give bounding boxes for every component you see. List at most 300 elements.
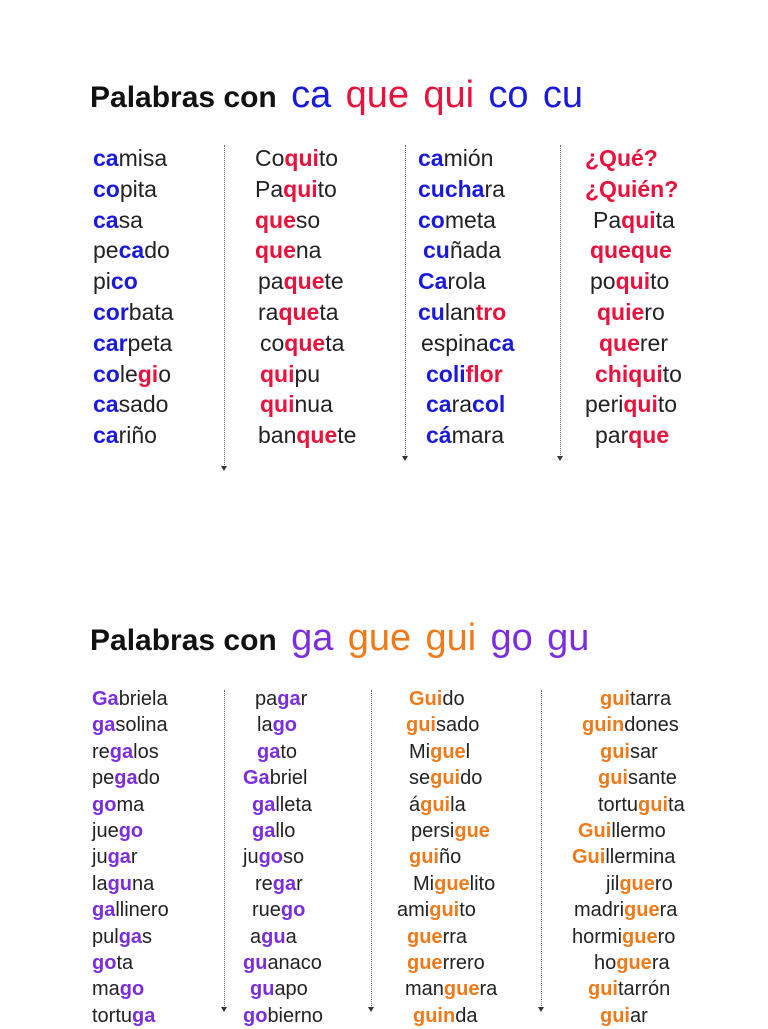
word-item: [255, 235, 356, 266]
plain-segment: ju: [243, 846, 259, 869]
word-item: [93, 235, 174, 266]
plain-segment: ma: [92, 978, 120, 1001]
highlighted-syllable: que: [255, 206, 296, 233]
plain-segment: ta: [325, 329, 345, 356]
plain-segment: jue: [92, 819, 119, 842]
plain-segment: lito: [469, 872, 496, 895]
word-item: [585, 297, 682, 328]
highlighted-syllable: gui: [600, 740, 630, 763]
plain-segment: na: [295, 237, 322, 264]
word-item: [243, 976, 323, 1002]
plain-segment: madri: [574, 899, 625, 922]
word-item: [572, 739, 685, 765]
section2-syllable-gue: gue: [347, 617, 412, 659]
word-item: [397, 844, 497, 870]
highlighted-syllable: go: [119, 978, 145, 1001]
highlighted-syllable: gue: [454, 819, 490, 842]
word-item: [243, 712, 323, 738]
plain-segment: sado: [436, 714, 480, 737]
plain-segment: nua: [294, 391, 333, 418]
plain-segment: ñada: [449, 237, 502, 264]
word-item: [585, 235, 682, 266]
word-item: [92, 976, 169, 1002]
plain-segment: o: [158, 360, 171, 387]
word-item: [572, 765, 685, 791]
word-item: [585, 205, 682, 236]
plain-segment: pita: [119, 175, 157, 202]
word-item: [93, 328, 174, 359]
highlighted-syllable: ga: [114, 767, 138, 790]
section1-syllable-que: que: [345, 74, 409, 116]
plain-segment: ro: [657, 925, 676, 948]
word-item: [255, 266, 356, 297]
plain-segment: Pa: [255, 175, 284, 202]
word-item: [418, 297, 514, 328]
plain-segment: mión: [443, 145, 494, 171]
highlighted-syllable: gu: [250, 978, 275, 1001]
plain-segment: te: [337, 422, 357, 449]
plain-segment: ta: [668, 793, 685, 816]
plain-segment: to: [459, 899, 476, 922]
plain-segment: bierno: [267, 1004, 324, 1027]
highlighted-syllable: flor: [465, 360, 503, 387]
word-item: [397, 792, 497, 818]
highlighted-syllable: go: [280, 899, 306, 922]
word-item: [92, 818, 169, 844]
plain-segment: la: [450, 793, 466, 816]
highlighted-syllable: ca: [93, 422, 119, 449]
highlighted-syllable: Ga: [92, 688, 119, 710]
section2-title: [90, 617, 589, 660]
plain-segment: do: [144, 237, 170, 264]
word-item: [397, 924, 497, 950]
word-item: [418, 389, 514, 420]
highlighted-syllable: gue: [624, 899, 660, 922]
word-item: [397, 712, 497, 738]
highlighted-syllable: gu: [107, 872, 133, 895]
plain-segment: espina: [421, 329, 489, 356]
highlighted-syllable: ca: [488, 329, 515, 356]
plain-segment: pa: [258, 268, 284, 295]
plain-segment: los: [133, 740, 159, 763]
plain-segment: tarrón: [618, 978, 671, 1001]
word-item: [585, 174, 682, 205]
word-item: [397, 950, 497, 976]
plain-segment: r: [300, 688, 308, 710]
plain-segment: re: [92, 740, 110, 763]
section2-separator-1: [224, 690, 225, 1008]
plain-segment: ho: [594, 951, 617, 974]
word-item: [255, 205, 356, 236]
plain-segment: rra: [442, 925, 468, 948]
highlighted-syllable: que: [628, 422, 670, 449]
word-item: [572, 686, 685, 712]
highlighted-syllable: cor: [93, 298, 129, 325]
word-item: [418, 143, 514, 174]
word-item: [93, 297, 174, 328]
highlighted-syllable: ga: [272, 872, 297, 895]
word-item: [585, 328, 682, 359]
highlighted-syllable: ca: [93, 145, 119, 171]
highlighted-syllable: ga: [277, 688, 301, 710]
word-item: [243, 739, 323, 765]
highlighted-syllable: go: [92, 951, 117, 974]
word-item: [243, 844, 323, 870]
highlighted-syllable: ga: [252, 819, 276, 842]
highlighted-syllable: guin: [413, 1004, 456, 1027]
plain-segment: l: [465, 740, 471, 763]
section2-syllable-gu: gu: [547, 617, 590, 659]
word-item: [92, 686, 169, 712]
section1-title-prefix: Palabras con: [90, 81, 277, 114]
plain-segment: ami: [397, 899, 430, 922]
word-item: [585, 143, 682, 174]
plain-segment: ra: [484, 175, 505, 202]
section1-column-1: [93, 143, 174, 451]
highlighted-syllable: qui: [621, 206, 656, 233]
plain-segment: misa: [118, 145, 168, 171]
word-item: [585, 359, 682, 390]
highlighted-syllable: cá: [426, 422, 452, 449]
highlighted-syllable: queque: [590, 237, 672, 264]
highlighted-syllable: gui: [600, 688, 630, 710]
highlighted-syllable: tro: [475, 298, 507, 325]
plain-segment: la: [92, 872, 108, 895]
highlighted-syllable: gui: [409, 846, 439, 869]
highlighted-syllable: Gui: [409, 688, 443, 710]
highlighted-syllable: que: [284, 329, 326, 356]
highlighted-syllable: go: [272, 714, 298, 737]
word-item: [572, 712, 685, 738]
word-item: [92, 871, 169, 897]
word-item: [92, 739, 169, 765]
word-item: [397, 739, 497, 765]
plain-segment: na: [132, 872, 155, 895]
word-item: [572, 897, 685, 923]
word-item: [585, 420, 682, 451]
highlighted-syllable: co: [93, 360, 120, 387]
plain-segment: dones: [624, 714, 679, 737]
plain-segment: pe: [92, 767, 115, 790]
plain-segment: Co: [255, 145, 285, 171]
highlighted-syllable: ca: [426, 391, 452, 418]
word-item: [255, 328, 356, 359]
word-item: [572, 818, 685, 844]
highlighted-syllable: col: [472, 391, 506, 418]
plain-segment: so: [295, 206, 321, 233]
plain-segment: ta: [116, 951, 134, 974]
plain-segment: to: [662, 360, 682, 387]
highlighted-syllable: n?: [650, 175, 679, 202]
plain-segment: do: [442, 688, 465, 710]
plain-segment: jil: [606, 872, 620, 895]
plain-segment: ra: [258, 298, 279, 325]
section2-column-1: [92, 686, 169, 1029]
plain-segment: tortu: [598, 793, 639, 816]
highlighted-syllable: gue: [622, 925, 658, 948]
section2-column-2: [243, 686, 323, 1029]
plain-segment: ro: [644, 298, 665, 325]
highlighted-syllable: ¿Quié: [585, 175, 651, 202]
plain-segment: rer: [639, 329, 669, 356]
highlighted-syllable: Ca: [418, 268, 448, 295]
plain-segment: tortu: [92, 1004, 133, 1027]
section2-title-prefix: Palabras con: [90, 624, 277, 657]
plain-segment: re: [255, 872, 273, 895]
plain-segment: pi: [93, 268, 111, 295]
word-item: [92, 924, 169, 950]
plain-segment: bata: [128, 298, 174, 325]
plain-segment: r: [296, 872, 303, 895]
word-item: [585, 266, 682, 297]
highlighted-syllable: go: [118, 819, 144, 842]
highlighted-syllable: Gui: [578, 819, 612, 842]
highlighted-syllable: gue: [443, 978, 480, 1001]
plain-segment: meta: [444, 206, 496, 233]
plain-segment: rrero: [442, 951, 485, 974]
word-item: [255, 174, 356, 205]
section1-syllable-qui: qui: [423, 74, 475, 116]
plain-segment: mara: [451, 422, 504, 449]
highlighted-syllable: go: [92, 793, 117, 816]
plain-segment: rue: [252, 899, 281, 922]
highlighted-syllable: qui: [284, 145, 319, 171]
highlighted-syllable: gui: [420, 793, 451, 816]
plain-segment: persi: [411, 819, 455, 842]
plain-segment: a: [250, 925, 262, 948]
highlighted-syllable: li: [452, 360, 466, 387]
plain-segment: llinero: [115, 899, 169, 922]
section2-syllable-gui: gui: [425, 617, 477, 659]
word-item: [572, 844, 685, 870]
highlighted-syllable: gui: [598, 767, 628, 790]
highlighted-syllable: gui: [430, 767, 461, 790]
word-item: [572, 976, 685, 1002]
highlighted-syllable: gue: [430, 740, 466, 763]
plain-segment: r: [130, 846, 138, 869]
word-item: [397, 818, 497, 844]
word-item: [397, 976, 497, 1002]
word-item: [397, 765, 497, 791]
plain-segment: co: [260, 329, 285, 356]
plain-segment: pe: [93, 237, 119, 264]
word-item: [397, 897, 497, 923]
word-item: [255, 143, 356, 174]
plain-segment: to: [317, 175, 337, 202]
plain-segment: do: [137, 767, 160, 790]
highlighted-syllable: gi: [137, 360, 159, 387]
plain-segment: pu: [294, 360, 321, 387]
plain-segment: a: [285, 925, 297, 948]
plain-segment: ta: [655, 206, 675, 233]
word-item: [243, 686, 323, 712]
word-item: [572, 871, 685, 897]
plain-segment: lleta: [275, 793, 313, 816]
highlighted-syllable: ga: [132, 1004, 156, 1027]
plain-segment: llo: [275, 819, 296, 842]
highlighted-syllable: ga: [92, 899, 116, 922]
highlighted-syllable: cu: [418, 298, 445, 325]
word-item: [243, 818, 323, 844]
highlighted-syllable: gue: [616, 951, 652, 974]
word-item: [418, 328, 514, 359]
plain-segment: man: [405, 978, 444, 1001]
word-item: [418, 205, 514, 236]
plain-segment: to: [280, 740, 298, 763]
highlighted-syllable: qui: [615, 268, 651, 295]
section2-column-3: [397, 686, 497, 1029]
plain-segment: do: [460, 767, 483, 790]
highlighted-syllable: co: [110, 268, 138, 295]
word-item: [418, 359, 514, 390]
plain-segment: peri: [585, 391, 624, 418]
highlighted-syllable: co: [93, 175, 120, 202]
plain-segment: da: [455, 1004, 478, 1027]
plain-segment: hormi: [572, 925, 623, 948]
word-item: [418, 174, 514, 205]
word-item: [93, 420, 174, 451]
plain-segment: po: [590, 268, 616, 295]
highlighted-syllable: Gui: [572, 846, 606, 869]
word-item: [397, 871, 497, 897]
plain-segment: peta: [127, 329, 173, 356]
highlighted-syllable: co: [418, 206, 445, 233]
plain-segment: riño: [118, 422, 157, 449]
plain-segment: te: [324, 268, 344, 295]
word-item: [397, 1003, 497, 1029]
plain-segment: par: [595, 422, 629, 449]
plain-segment: ra: [659, 899, 678, 922]
plain-segment: briel: [269, 767, 308, 790]
highlighted-syllable: ga: [107, 846, 131, 869]
plain-segment: ban: [258, 422, 297, 449]
highlighted-syllable: gu: [261, 925, 286, 948]
highlighted-syllable: ca: [93, 391, 119, 418]
highlighted-syllable: ga: [109, 740, 134, 763]
highlighted-syllable: gue: [619, 872, 655, 895]
section1-column-4: [585, 143, 682, 451]
highlighted-syllable: cu: [418, 175, 445, 202]
word-item: [255, 359, 356, 390]
highlighted-syllable: qui: [260, 360, 295, 387]
plain-segment: ra: [651, 951, 670, 974]
plain-segment: le: [119, 360, 138, 387]
plain-segment: so: [283, 846, 305, 869]
word-item: [243, 950, 323, 976]
word-item: [255, 297, 356, 328]
plain-segment: se: [409, 767, 431, 790]
section2-separator-3: [541, 690, 542, 1008]
plain-segment: ju: [92, 846, 108, 869]
highlighted-syllable: go: [243, 1004, 268, 1027]
section2-separator-2: [371, 690, 372, 1008]
word-item: [397, 686, 497, 712]
section1-syllable-cu: cu: [542, 74, 584, 116]
highlighted-syllable: ca: [118, 237, 145, 264]
plain-segment: s: [142, 925, 153, 948]
plain-segment: Pa: [593, 206, 622, 233]
word-item: [243, 765, 323, 791]
word-item: [255, 389, 356, 420]
word-item: [243, 897, 323, 923]
highlighted-syllable: ca: [418, 145, 444, 171]
word-item: [418, 266, 514, 297]
word-item: [92, 897, 169, 923]
highlighted-syllable: ga: [92, 714, 116, 737]
plain-segment: rola: [447, 268, 486, 295]
section1-column-2: [255, 143, 356, 451]
highlighted-syllable: gue: [407, 951, 443, 974]
highlighted-syllable: car: [93, 329, 128, 356]
highlighted-syllable: que: [255, 237, 296, 264]
plain-segment: sar: [630, 740, 658, 763]
plain-segment: llermo: [611, 819, 666, 842]
plain-segment: ro: [654, 872, 673, 895]
plain-segment: ma: [116, 793, 145, 816]
plain-segment: lan: [444, 298, 476, 325]
section1-syllable-co: co: [488, 74, 529, 116]
plain-segment: ño: [439, 846, 462, 869]
section1-separator-3: [560, 145, 561, 457]
word-item: [93, 389, 174, 420]
plain-segment: to: [657, 391, 678, 418]
word-item: [93, 143, 174, 174]
section1-separator-1: [224, 145, 225, 467]
highlighted-syllable: que: [278, 298, 320, 325]
highlighted-syllable: Ga: [243, 767, 270, 790]
highlighted-syllable: co: [426, 360, 453, 387]
section1-title: [90, 74, 583, 117]
highlighted-syllable: gue: [434, 872, 470, 895]
plain-segment: ta: [319, 298, 339, 325]
highlighted-syllable: gui: [588, 978, 618, 1001]
word-item: [572, 950, 685, 976]
highlighted-syllable: gue: [407, 925, 443, 948]
word-item: [92, 844, 169, 870]
plain-segment: ar: [630, 1004, 648, 1027]
highlighted-syllable: ca: [93, 206, 119, 233]
plain-segment: to: [318, 145, 339, 171]
section2-syllable-go: go: [490, 617, 533, 659]
plain-segment: Mi: [413, 872, 435, 895]
word-item: [418, 235, 514, 266]
highlighted-syllable: ¿Qué?: [585, 145, 658, 171]
word-item: [92, 765, 169, 791]
highlighted-syllable: que: [296, 422, 338, 449]
plain-segment: llermina: [605, 846, 676, 869]
word-item: [92, 1003, 169, 1029]
highlighted-syllable: ga: [252, 793, 276, 816]
highlighted-syllable: go: [258, 846, 284, 869]
word-item: [92, 712, 169, 738]
section2-syllable-ga: ga: [291, 617, 334, 659]
plain-segment: tarra: [630, 688, 672, 710]
word-item: [572, 924, 685, 950]
plain-segment: sa: [118, 206, 143, 233]
highlighted-syllable: gu: [243, 951, 268, 974]
section1-column-3: [418, 143, 514, 451]
highlighted-syllable: quie: [597, 298, 645, 325]
plain-segment: anaco: [267, 951, 322, 974]
word-item: [585, 389, 682, 420]
plain-segment: ra: [479, 978, 498, 1001]
highlighted-syllable: gui: [638, 793, 669, 816]
word-item: [93, 359, 174, 390]
word-item: [243, 1003, 323, 1029]
plain-segment: sado: [118, 391, 169, 418]
highlighted-syllable: qui: [260, 391, 295, 418]
highlighted-syllable: gui: [429, 899, 460, 922]
